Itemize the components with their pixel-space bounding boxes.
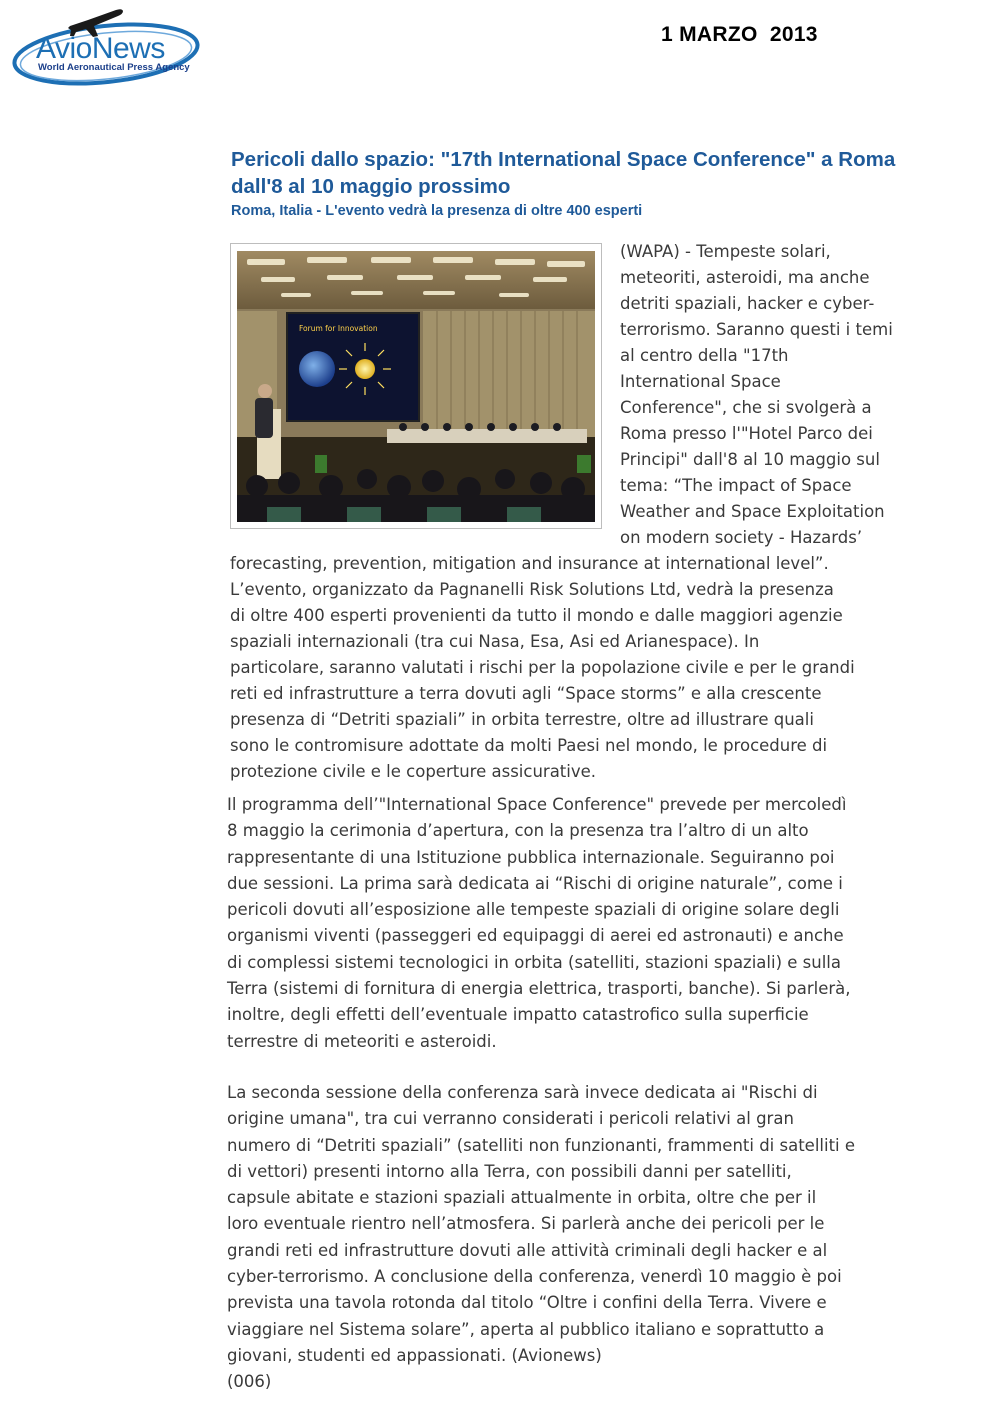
text-line: Principi" dall'8 al 10 maggio sul bbox=[620, 450, 880, 469]
text-line: International Space bbox=[620, 372, 781, 391]
text-line: grandi reti ed infrastrutture dovuti alle attività criminali degli hacker e al bbox=[227, 1240, 828, 1260]
text-line: tema: “The impact of Space bbox=[620, 476, 852, 495]
text-line: Roma presso l'"Hotel Parco dei bbox=[620, 424, 873, 443]
text-line: reti ed infrastrutture a terra dovuti agli “Space storms” e alla crescente bbox=[230, 684, 822, 703]
text-line: inoltre, degli effetti dell’eventuale impatto catastrofico sulla superficie bbox=[227, 1005, 809, 1025]
text-line: terrorismo. Saranno questi i temi bbox=[620, 320, 893, 339]
publication-date: 1 MARZO 2013 bbox=[661, 23, 818, 46]
text-line: protezione civile e le coperture assicurative. bbox=[230, 762, 597, 781]
text-line: numero di “Detriti spaziali” (satelliti non funzionanti, frammenti di satelliti e bbox=[227, 1135, 856, 1155]
text-line: origine umana", tra cui verranno considerati i pericoli relativi al gran bbox=[227, 1109, 794, 1129]
text-line: detriti spaziali, hacker e cyber- bbox=[620, 294, 875, 313]
article-subtitle: Roma, Italia - L'evento vedrà la presenza di oltre 400 esperti bbox=[231, 203, 643, 219]
text-line: 8 maggio la cerimonia d’apertura, con la presenza tra l’altro di un alto bbox=[227, 821, 809, 841]
text-line: organismi viventi (passeggeri ed equipaggi di aerei ed astronauti) e anche bbox=[227, 926, 844, 946]
text-line: di oltre 400 esperti provenienti da tutto il mondo e dalle maggiori agenzie bbox=[230, 606, 843, 625]
text-line: spaziali internazionali (tra cui Nasa, Esa, Asi ed Arianespace). In bbox=[230, 632, 760, 651]
program-paragraph bbox=[227, 792, 997, 1055]
logo-tagline: World Aeronautical Press Agency bbox=[38, 62, 190, 73]
text-line: (WAPA) - Tempeste solari, bbox=[620, 242, 831, 261]
text-line: sono le contromisure adottate da molti Paesi nel mondo, le procedure di bbox=[230, 736, 828, 755]
text-line: Conference", che si svolgerà a bbox=[620, 398, 872, 417]
second-session-paragraph bbox=[227, 1080, 997, 1396]
text-line: loro eventuale rientro nell’atmosfera. Si parlerà anche dei pericoli per le bbox=[227, 1214, 825, 1234]
text-line: giovani, studenti ed appassionati. (Avionews) bbox=[227, 1345, 602, 1365]
intro-paragraph-wrapped bbox=[620, 239, 940, 551]
text-line: di vettori) presenti intorno alla Terra, con possibili danni per satelliti, bbox=[227, 1161, 792, 1181]
conference-photo bbox=[230, 243, 602, 529]
text-line: prevista una tavola rotonda dal titolo “Oltre i confini della Terra. Vivere e bbox=[227, 1293, 827, 1313]
text-line: capsule abitate e stazioni spaziali attualmente in orbita, oltre che per il bbox=[227, 1188, 817, 1208]
text-line: La seconda sessione della conferenza sarà invece dedicata ai "Rischi di bbox=[227, 1083, 818, 1102]
avionews-logo bbox=[8, 2, 208, 92]
text-line: al centro della "17th bbox=[620, 346, 789, 365]
text-line: terrestre di meteoriti e asteroidi. bbox=[227, 1031, 497, 1051]
text-line: forecasting, prevention, mitigation and insurance at international level”. bbox=[230, 554, 829, 573]
slide-title: Forum for Innovation bbox=[299, 324, 378, 333]
text-line: on modern society - Hazards’ bbox=[620, 528, 863, 547]
text-line: particolare, saranno valutati i rischi per la popolazione civile e per le grandi bbox=[230, 658, 855, 677]
text-line: cyber-terrorismo. A conclusione della conferenza, venerdì 10 maggio è poi bbox=[227, 1267, 842, 1287]
text-line: pericoli dovuti all’esposizione alle tempeste spaziali di origine solare degli bbox=[227, 900, 840, 920]
text-line: meteoriti, asteroidi, ma anche bbox=[620, 268, 870, 287]
text-line: due sessioni. La prima sarà dedicata ai “Rischi di origine naturale”, come i bbox=[227, 873, 843, 893]
text-line: rappresentante di una Istituzione pubblica internazionale. Seguiranno poi bbox=[227, 847, 835, 867]
text-line: di complessi sistemi tecnologici in orbita (satelliti, stazioni spaziali) e sulla bbox=[227, 952, 841, 972]
article-code: (006) bbox=[227, 1372, 272, 1392]
text-line: L’evento, organizzato da Pagnanelli Risk Solutions Ltd, vedrà la presenza bbox=[230, 580, 834, 599]
text-line: Il programma dell’"International Space Conference" prevede per mercoledì bbox=[227, 795, 847, 814]
text-line: Terra (sistemi di fornitura di energia elettrica, trasporti, banche). Si parlerà, bbox=[227, 979, 851, 999]
text-line: presenza di “Detriti spaziali” in orbita terrestre, oltre ad illustrare quali bbox=[230, 710, 814, 729]
intro-paragraph-full bbox=[230, 551, 990, 785]
article-headline: Pericoli dallo spazio: "17th International Space Conference" a Roma dall'8 al 10 maggio prossimo bbox=[231, 148, 896, 198]
logo-brand-text: AvioNews bbox=[36, 32, 165, 65]
text-line: viaggiare nel Sistema solare”, aperta al pubblico italiano e soprattutto a bbox=[227, 1319, 825, 1339]
projection-screen bbox=[287, 313, 419, 421]
text-line: Weather and Space Exploitation bbox=[620, 502, 885, 521]
